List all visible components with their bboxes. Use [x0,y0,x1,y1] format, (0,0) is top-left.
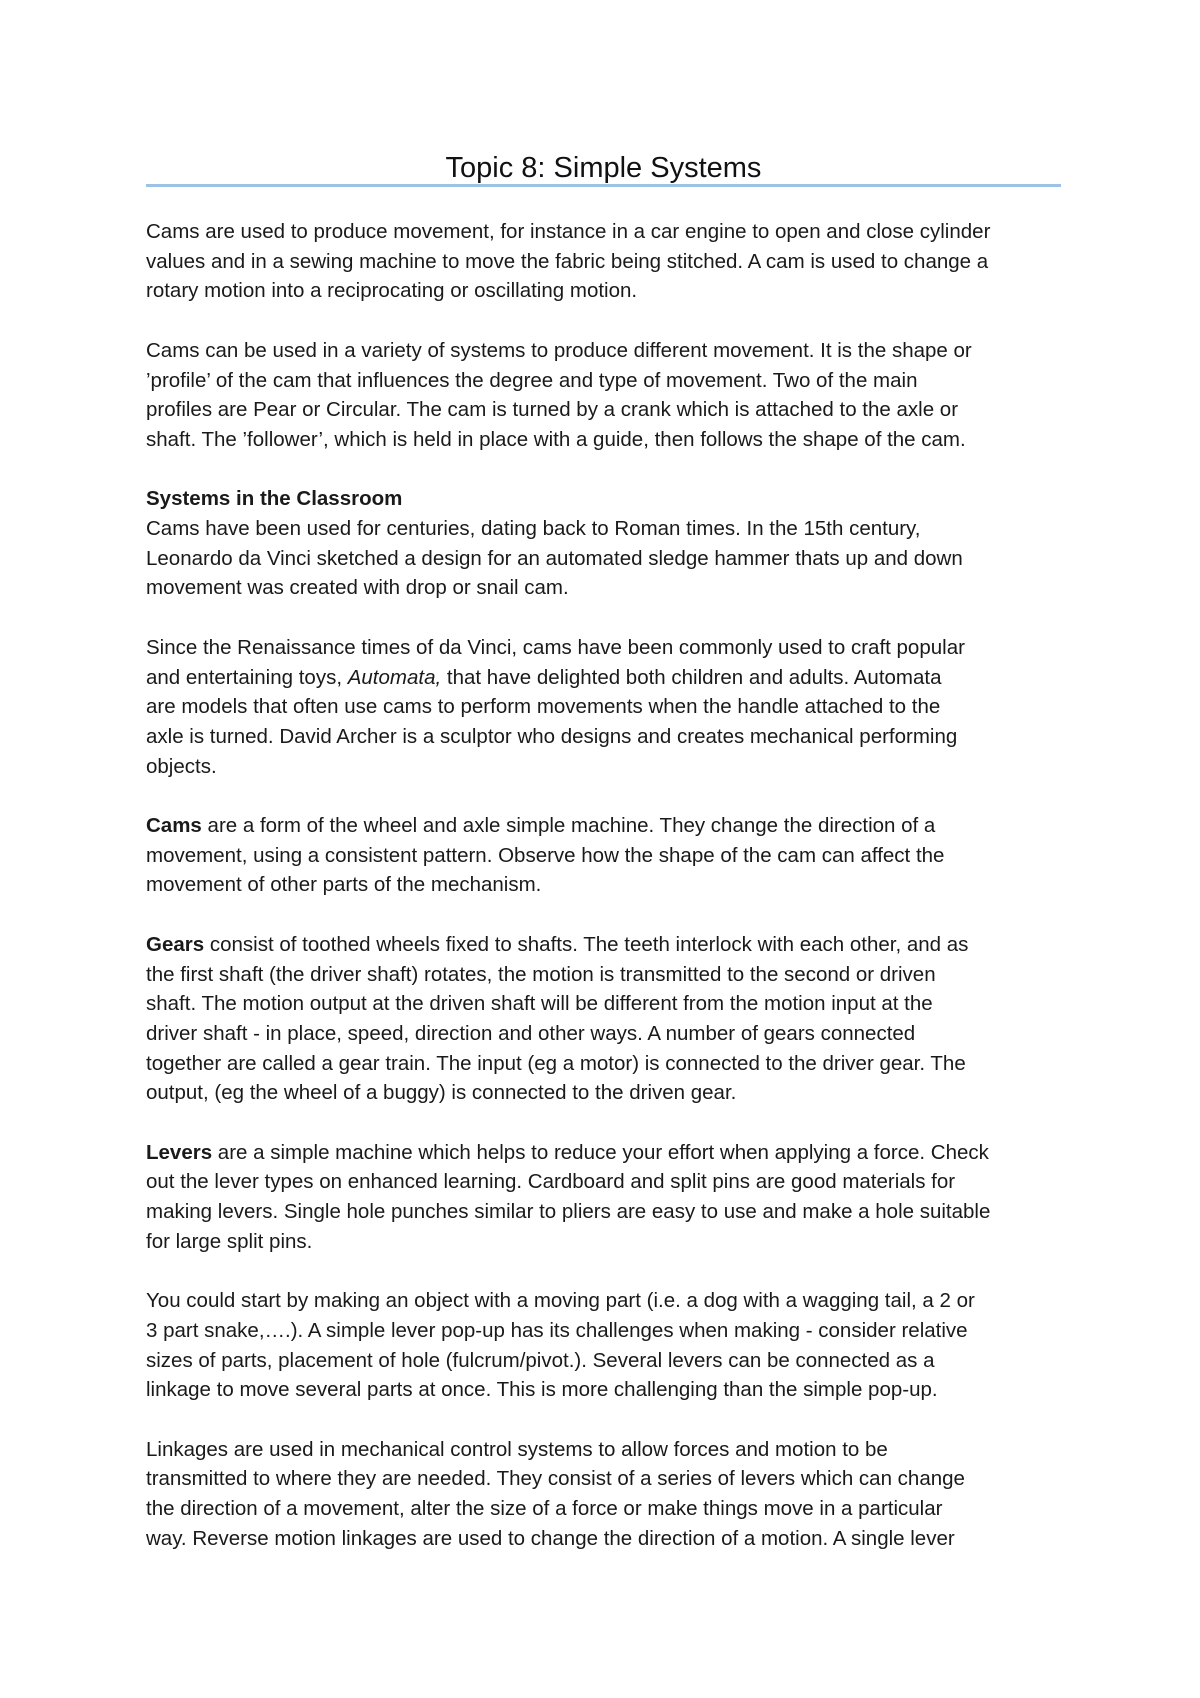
text-line: sizes of parts, placement of hole (fulcrum/pivot.). Several levers can be connected as a [146,1348,935,1372]
text-line: You could start by making an object with a moving part (i.e. a dog with a wagging tail, a 2 or [146,1289,975,1313]
paragraph-cam-profiles [146,336,1066,455]
text-line: together are called a gear train. The input (eg a motor) is connected to the driver gear. The [146,1051,966,1075]
text-line: Cams can be used in a variety of systems to produce different movement. It is the shape or [146,338,972,362]
paragraph-automata [146,633,1066,782]
text-line-mixed [146,663,1066,693]
text-line: movement of other parts of the mechanism. [146,873,542,897]
text-line: Cams have been used for centuries, dating back to Roman times. In the 15th century, [146,517,921,540]
text-line: Since the Renaissance times of da Vinci, cams have been commonly used to craft popular [146,635,965,659]
text-line-mixed [146,930,1066,960]
text-line: way. Reverse motion linkages are used to change the direction of a motion. A single lever [146,1526,955,1550]
text-line: ’profile’ of the cam that influences the degree and type of movement. Two of the main [146,368,918,392]
paragraph-linkages [146,1435,1066,1554]
paragraph-cams-intro [146,217,1066,306]
text-line: shaft. The motion output at the driven shaft will be different from the motion input at the [146,992,933,1016]
bold-term-gears: Gears [146,932,205,956]
text-line: are models that often use cams to perform movements when the handle attached to the [146,695,941,719]
text-line: linkage to move several parts at once. This is more challenging than the simple pop-up. [146,1378,938,1402]
text-line: output, (eg the wheel of a buggy) is connected to the driven gear. [146,1081,737,1105]
text-segment: consist of toothed wheels fixed to shafts. The teeth interlock with each other, and as [204,932,969,956]
text-line: driver shaft - in place, speed, direction and other ways. A number of gears connected [146,1021,916,1045]
text-line: out the lever types on enhanced learning. Cardboard and split pins are good materials for [146,1170,956,1194]
text-segment: are a simple machine which helps to reduce your effort when applying a force. Check [212,1140,989,1164]
text-line: the first shaft (the driver shaft) rotates, the motion is transmitted to the second or driven [146,962,936,986]
italic-term-automata: Automata, [347,665,442,689]
paragraph-cam-history [146,484,1066,603]
text-segment: are a form of the wheel and axle simple machine. They change the direction of a [201,814,936,837]
paragraph-gears [146,930,1066,1108]
text-segment: that have delighted both children and adults. Automata [441,665,942,689]
document-body [146,217,1066,1554]
text-line: the direction of a movement, alter the size of a force or make things move in a particular [146,1497,943,1521]
text-line: shaft. The ’follower’, which is held in place with a guide, then follows the shape of the cam. [146,427,966,451]
bold-term-cams: Cams [146,814,202,837]
paragraph-moving-part [146,1286,1066,1405]
text-line: for large split pins. [146,1229,313,1253]
text-line-mixed [146,811,1066,841]
page-title: Topic 8: Simple Systems [445,152,762,184]
title-underline [146,184,1061,187]
text-line: rotary motion into a reciprocating or oscillating motion. [146,279,638,303]
paragraph-levers [146,1138,1066,1257]
section-heading: Systems in the Classroom [146,487,403,511]
bold-term-levers: Levers [146,1140,213,1164]
text-line-mixed [146,1138,1066,1168]
text-line: Cams are used to produce movement, for instance in a car engine to open and close cylinder [146,220,991,243]
text-line: 3 part snake,….). A simple lever pop-up has its challenges when making - consider relative [146,1318,968,1342]
text-line: values and in a sewing machine to move the fabric being stitched. A cam is used to change a [146,249,989,273]
text-line: profiles are Pear or Circular. The cam is turned by a crank which is attached to the axle or [146,398,959,422]
paragraph-cams-machine [146,811,1066,900]
text-line: Linkages are used in mechanical control systems to allow forces and motion to be [146,1437,888,1461]
text-line: movement was created with drop or snail cam. [146,576,569,600]
text-line: making levers. Single hole punches similar to pliers are easy to use and make a hole suitable [146,1200,991,1224]
text-line: objects. [146,754,217,778]
text-line: movement, using a consistent pattern. Observe how the shape of the cam can affect the [146,843,945,867]
text-segment: and entertaining toys, [146,665,348,689]
text-line: transmitted to where they are needed. They consist of a series of levers which can change [146,1467,965,1491]
text-line: Leonardo da Vinci sketched a design for an automated sledge hammer thats up and down [146,546,963,570]
text-line: axle is turned. David Archer is a sculptor who designs and creates mechanical performing [146,724,958,748]
